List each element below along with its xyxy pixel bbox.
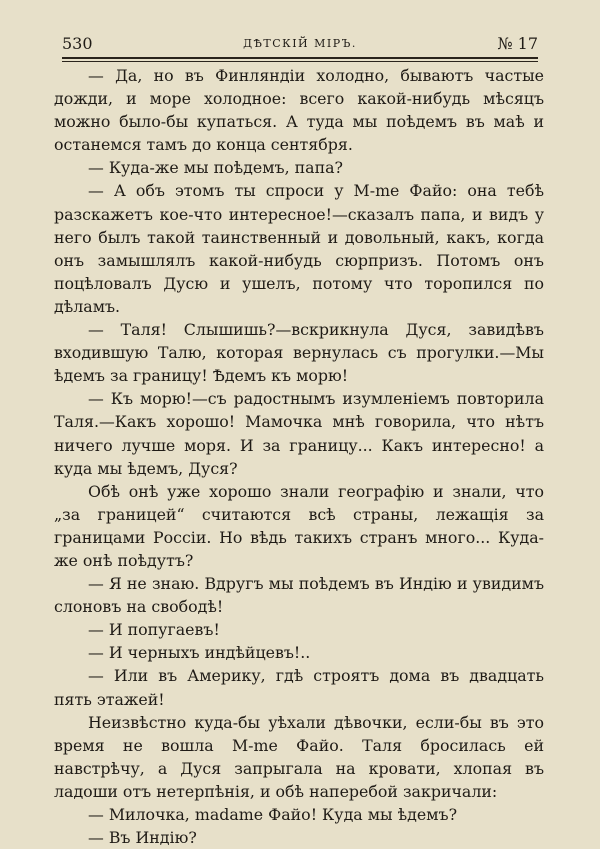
- paragraph: — Да, но въ Финляндіи холодно, бываютъ частые дожди, и море холодное: всего какой-нибудь мѣсяцъ можно было-бы купаться. А туда мы поѣдемъ въ маѣ и останемся тамъ до конца сентября.: [54, 66, 544, 155]
- running-header: [62, 34, 538, 56]
- header-rule-thin: [62, 61, 538, 62]
- paragraph: — Къ морю!—съ радостнымъ изумленіемъ повторила Таля.—Какъ хорошо! Мамочка мнѣ говорила, что нѣтъ ничего лучше моря. И за границу... Какъ интересно! а куда мы ѣдемъ, Дуся?: [54, 389, 544, 478]
- paragraph: Обѣ онѣ уже хорошо знали географію и знали, что „за границей“ считаются всѣ страны, лежащія за границами Россіи. Но вѣдь такихъ странъ много... Куда-же онѣ поѣдутъ?: [54, 481, 544, 570]
- paragraph: — И попугаевъ!: [88, 620, 220, 640]
- page-body: [54, 64, 544, 849]
- header-rule-thick: [62, 57, 538, 59]
- paragraph: — Милочка, madame Файо! Куда мы ѣдемъ?: [88, 805, 458, 824]
- paragraph: — Въ Индію?: [88, 828, 197, 848]
- paragraph: — И черныхъ индѣйцевъ!..: [88, 643, 311, 663]
- issue-number: № 17: [497, 34, 538, 53]
- journal-title: ДѢТСКІЙ МІРЪ.: [243, 37, 357, 50]
- paragraph: Неизвѣстно куда-бы уѣхали дѣвочки, если-бы въ это время не вошла М-me Файо. Таля бросилась ей навстрѣчу, а Дуся запрыгала на кровати, хлопая въ ладоши отъ нетерпѣнія, и обѣ наперебой закричали:: [54, 712, 544, 801]
- paragraph: — Куда-же мы поѣдемъ, папа?: [88, 158, 343, 178]
- paragraph: — Таля! Слышишь?—вскрикнула Дуся, завидѣвъ входившую Талю, которая вернулась съ прогулки.—Мы ѣдемъ за границу! Ѣдемъ къ морю!: [54, 320, 544, 386]
- paragraph: — Я не знаю. Вдругъ мы поѣдемъ въ Индію и увидимъ слоновъ на свободѣ!: [54, 574, 544, 617]
- page-number: 530: [62, 34, 93, 53]
- paragraph: — А объ этомъ ты спроси у М-me Файо: она тебѣ разскажетъ кое-что интересное!—сказалъ папа, и видъ у него былъ такой таинственный и довольный, какъ, когда онъ замышлялъ какой-нибудь сюрпризъ. Потомъ онъ поцѣловалъ Дусю и ушелъ, потому что торопился по дѣламъ.: [54, 181, 544, 316]
- paragraph: — Или въ Америку, гдѣ строятъ дома въ двадцать пять этажей!: [54, 666, 544, 709]
